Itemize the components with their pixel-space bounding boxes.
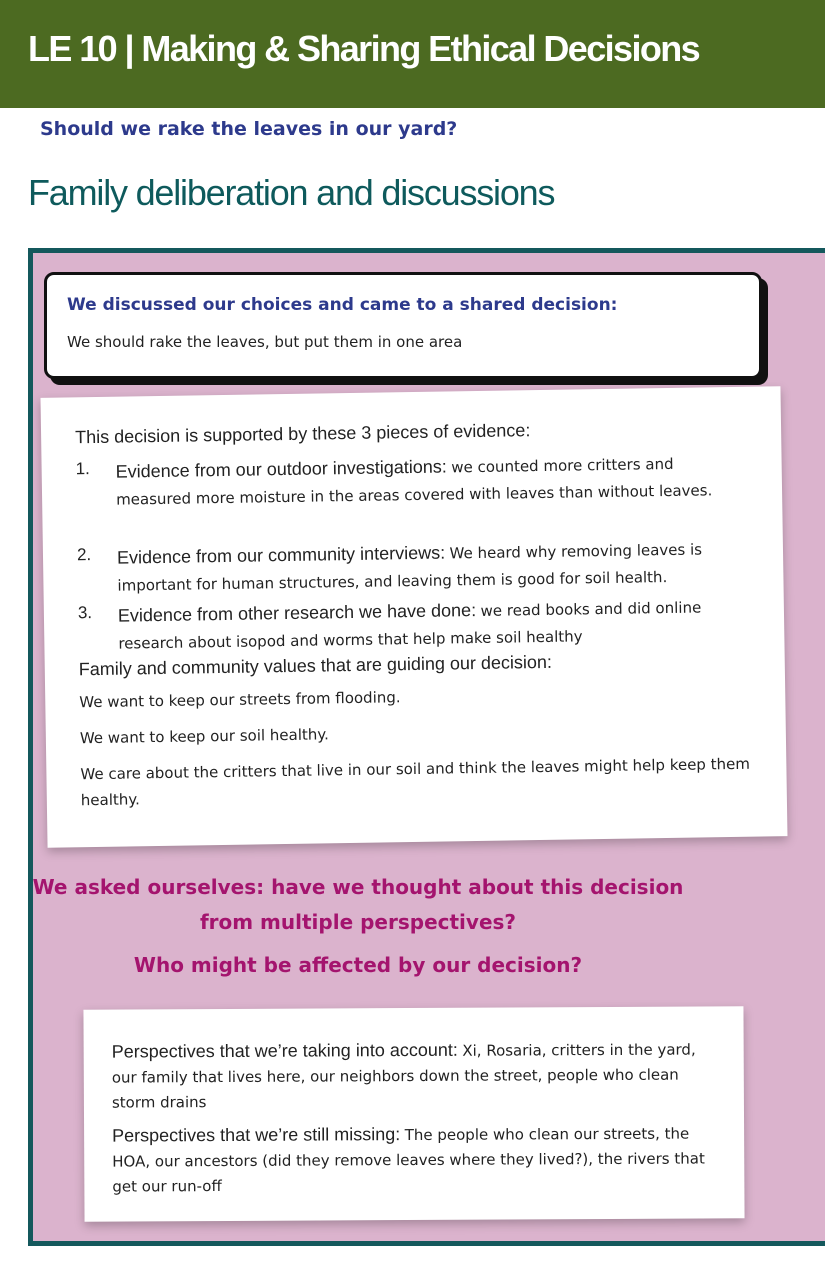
evidence-card bbox=[41, 386, 788, 848]
page-header bbox=[0, 0, 825, 108]
reflection-question-affected: Who might be affected by our decision? bbox=[133, 953, 583, 977]
decision-card bbox=[44, 272, 762, 379]
decision-heading: We discussed our choices and came to a shared decision: bbox=[67, 295, 618, 315]
evidence-label: Evidence from our outdoor investigations: bbox=[115, 456, 447, 482]
evidence-label: Evidence from our community interviews: bbox=[116, 542, 446, 568]
value-item: We want to keep our streets from flooding. bbox=[79, 688, 401, 712]
evidence-number: 3. bbox=[77, 603, 93, 623]
section-title: Family deliberation and discussions bbox=[28, 172, 555, 213]
evidence-text: we counted more critters and measured more moisture in the areas covered with leaves than without leaves. bbox=[115, 454, 713, 509]
evidence-label: Evidence from other research we have done: bbox=[117, 600, 477, 626]
perspectives-missing bbox=[112, 1120, 712, 1199]
perspectives-missing-text: The people who clean our streets, the HOA, our ancestors (did they remove leaves where they lived?), the rivers that get our run-off bbox=[112, 1124, 705, 1196]
perspectives-missing-label: Perspectives that we’re still missing: bbox=[112, 1124, 401, 1146]
perspectives-card bbox=[83, 1006, 744, 1221]
values-heading: Family and community values that are guiding our decision: bbox=[78, 651, 553, 680]
value-item: We care about the critters that live in our soil and think the leaves might help keep them healthy. bbox=[80, 754, 751, 810]
perspectives-included-text: Xi, Rosaria, critters in the yard, our family that lives here, our neighbors down the street, people who clean storm drains bbox=[111, 1040, 696, 1112]
value-item: We want to keep our soil healthy. bbox=[79, 725, 329, 748]
evidence-intro: This decision is supported by these 3 pieces of evidence: bbox=[74, 420, 531, 448]
evidence-number: 2. bbox=[76, 545, 92, 565]
page-title: LE 10 | Making & Sharing Ethical Decisions bbox=[28, 28, 700, 69]
evidence-number: 1. bbox=[75, 459, 90, 479]
perspectives-included bbox=[112, 1036, 712, 1115]
driving-question: Should we rake the leaves in our yard? bbox=[40, 118, 458, 140]
perspectives-included-label: Perspectives that we’re taking into account: bbox=[111, 1039, 458, 1062]
evidence-text: We heard why removing leaves is important for human structures, and leaving them is good for soil health. bbox=[117, 540, 703, 595]
evidence-item bbox=[78, 593, 739, 658]
evidence-text: we read books and did online research about isopod and worms that help make soil healthy bbox=[118, 598, 702, 653]
evidence-item bbox=[75, 449, 736, 514]
reflection-question: We asked ourselves: have we thought about this decision from multiple perspectives? bbox=[32, 875, 684, 934]
decision-text: We should rake the leaves, but put them in one area bbox=[67, 333, 463, 351]
evidence-item bbox=[77, 535, 738, 600]
